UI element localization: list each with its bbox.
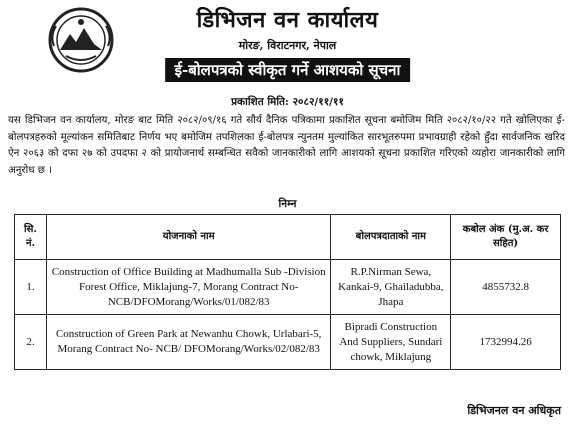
list-heading: निम्न xyxy=(278,198,297,210)
table-header-row xyxy=(15,215,561,260)
notice-body: यस डिभिजन वन कार्यालय, मोरङ बाट मिति २०८२/०९/१६ गते सौर्य दैनिक पत्रिकामा प्रकाशित सूचना बमोजिम मिति २०८२/१०/२२ गते खोलिएका ई-बोलपत्रहरुको मूल्यांकन समितिबाट निर्णय भए बमोजिम तपशिलका ई-बोलपत्र न्युनतम मुल्यांकित सारभूतरुपमा प्रभावग्राही रहेको हुँदा सार्वजनिक खरिद ऐन २०६३ को दफा २७ को उपदफा २ को प्रायोजनार्थ सम्बन्धित सवैको जानकारीको लागि आशयको सूचना प्रकाशित गरिएको व्यहोरा जानकारीको लागि अनुरोध छ । xyxy=(8,115,565,176)
award-table xyxy=(14,214,561,370)
signatory: डिभिजनल वन अधिकृत xyxy=(467,404,561,417)
row-sn: 1. xyxy=(15,260,47,315)
office-address: मोरङ, विराटनगर, नेपाल xyxy=(238,39,337,52)
header-project: योजनाको नाम xyxy=(46,215,331,260)
header-sn: सि. नं. xyxy=(15,215,47,260)
row-project: Construction of Office Building at Madhumalla Sub -Division Forest Office, Miklajung-7, Morang Contract No- NCB/DFOMorang/Works/01/082/83 xyxy=(46,260,331,315)
notice-title: ई-बोलपत्रको स्वीकृत गर्ने आशयको सूचना xyxy=(165,58,411,82)
row-amount: 4855732.8 xyxy=(451,260,561,315)
row-project: Construction of Green Park at Newanhu Chowk, Urlabari-5, Morang Contract No- NCB/ DFOMorang/Works/02/082/83 xyxy=(46,315,331,370)
header-bidder: बोलपत्रदाताको नाम xyxy=(331,215,451,260)
row-sn: 2. xyxy=(15,315,47,370)
table-row xyxy=(15,315,561,370)
header-amount: कबोल अंक (मु.अ. कर सहित) xyxy=(451,215,561,260)
row-bidder: Bipradi Construction And Suppliers, Sundari chowk, Miklajung xyxy=(331,315,451,370)
office-name: डिभिजन वन कार्यालय xyxy=(196,7,379,33)
published-date: प्रकाशित मिति: २०८२/११/११ xyxy=(231,96,344,108)
table-row xyxy=(15,260,561,315)
row-bidder: R.P.Nirman Sewa, Kankai-9, Ghailadubba, Jhapa xyxy=(331,260,451,315)
row-amount: 1732994.26 xyxy=(451,315,561,370)
